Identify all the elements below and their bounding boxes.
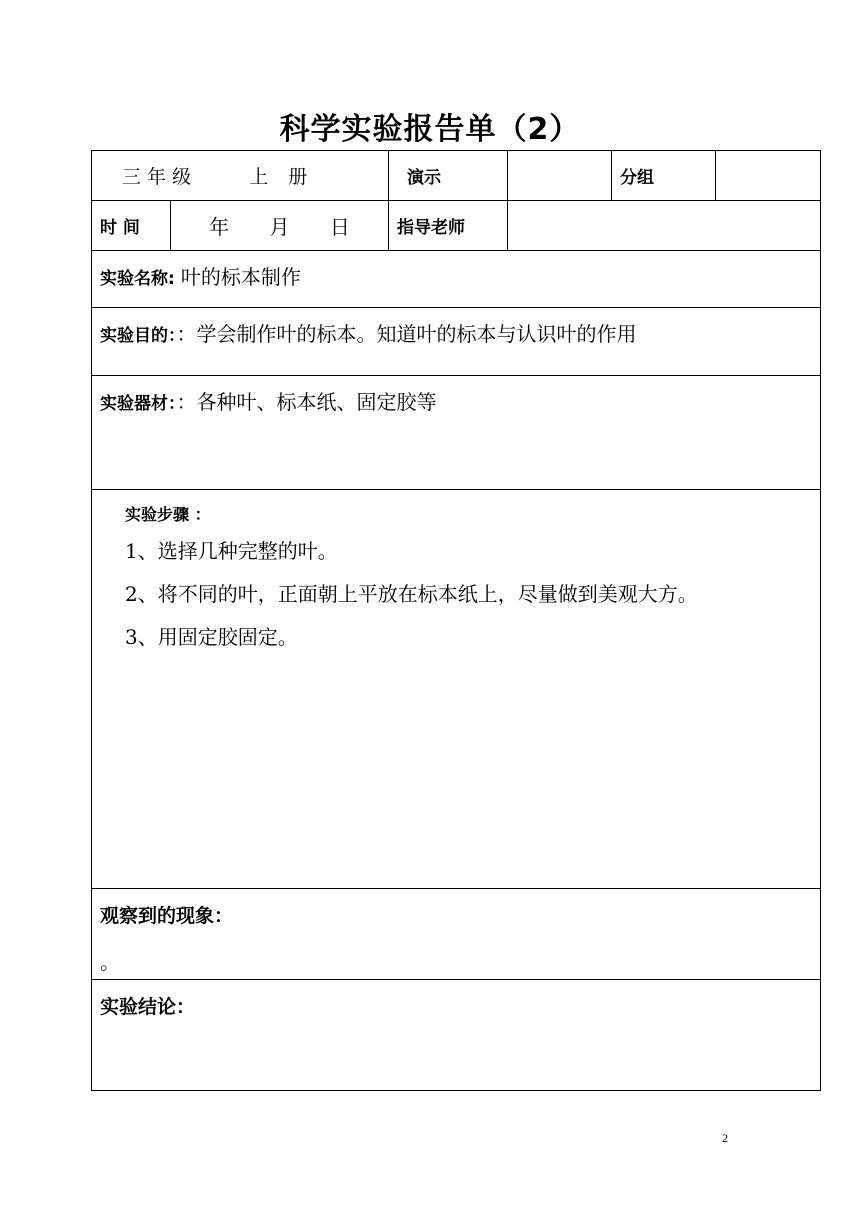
- teacher-label: 指导老师: [389, 201, 508, 251]
- materials-label: 实验器材：: [100, 394, 177, 414]
- purpose-value: ：学会制作叶的标本。知道叶的标本与认识叶的作用: [176, 322, 637, 346]
- purpose-label: 实验目的：: [100, 326, 177, 346]
- time-row: [92, 201, 821, 251]
- volume-text: 上 册: [249, 166, 308, 188]
- steps-cell: [92, 490, 821, 889]
- observation-row: [92, 889, 821, 980]
- step-item-3: 3、用固定胶固定。: [125, 625, 298, 649]
- group-value[interactable]: [716, 151, 821, 201]
- page-number: 2: [722, 1131, 728, 1145]
- observation-cell: [92, 889, 821, 980]
- date-field[interactable]: [171, 201, 389, 251]
- observation-label: 观察到的现象：: [100, 905, 234, 927]
- steps-label: 实验步骤 ：: [125, 505, 211, 524]
- demo-label: 演示: [389, 151, 508, 201]
- name-cell: [92, 251, 821, 308]
- date-text: 年 月 日: [209, 215, 350, 239]
- purpose-cell: [92, 308, 821, 376]
- group-label: 分组: [612, 151, 716, 201]
- grade-text: 三 年 级: [122, 166, 192, 188]
- materials-row: [92, 376, 821, 490]
- materials-cell: [92, 376, 821, 490]
- name-label: 实验名称:: [100, 269, 175, 289]
- name-value: 叶的标本制作: [180, 265, 301, 289]
- report-table: [91, 150, 821, 1091]
- page-title: 科学实验报告单（2）: [279, 112, 581, 147]
- name-row: [92, 251, 821, 308]
- grade-cell: [92, 151, 389, 201]
- purpose-row: [92, 308, 821, 376]
- teacher-value[interactable]: [508, 201, 821, 251]
- demo-value[interactable]: [508, 151, 612, 201]
- steps-row: [92, 490, 821, 889]
- step-item-2: 2、将不同的叶，正面朝上平放在标本纸上，尽量做到美观大方。: [125, 582, 698, 606]
- observation-value: 。: [100, 950, 120, 974]
- conclusion-label: 实验结论：: [100, 996, 196, 1018]
- conclusion-cell: [92, 980, 821, 1091]
- step-item-1: 1、选择几种完整的叶。: [125, 539, 338, 563]
- materials-value: ：各种叶、标本纸、固定胶等: [176, 390, 437, 414]
- grade-row: [92, 151, 821, 201]
- time-label: 时 间: [92, 201, 171, 251]
- conclusion-row: [92, 980, 821, 1091]
